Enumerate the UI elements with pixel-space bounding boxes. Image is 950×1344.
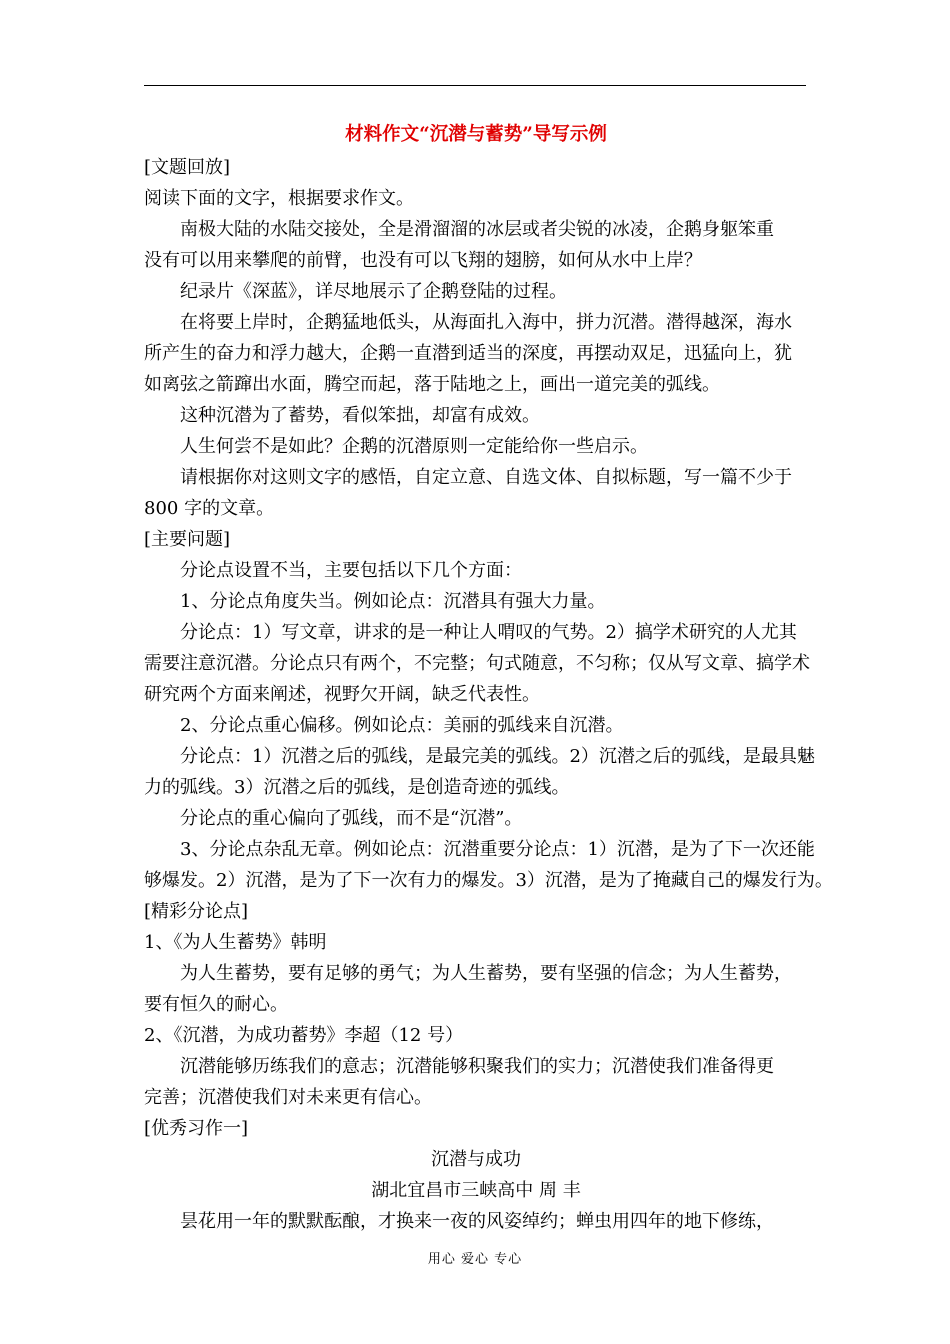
document-lines <box>144 152 833 1237</box>
text-line: [优秀习作一] <box>144 1118 249 1139</box>
text-line: 1、分论点角度失当。例如论点：沉潜具有强大力量。 <box>180 591 606 612</box>
text-line: 2、分论点重心偏移。例如论点：美丽的弧线来自沉潜。 <box>180 715 624 736</box>
text-line: 如离弦之箭蹿出水面，腾空而起，落于陆地之上，画出一道完美的弧线。 <box>144 374 720 395</box>
text-line: [文题回放] <box>144 157 231 178</box>
text-line: [精彩分论点] <box>144 901 249 922</box>
text-line: 3、分论点杂乱无章。例如论点：沉潜重要分论点：1）沉潜，是为了下一次还能 <box>180 839 815 860</box>
text-line: 研究两个方面来阐述，视野欠开阔，缺乏代表性。 <box>144 684 540 705</box>
text-line: 分论点设置不当，主要包括以下几个方面： <box>180 560 522 581</box>
text-line: 南极大陆的水陆交接处，全是滑溜溜的冰层或者尖锐的冰凌，企鹅身躯笨重 <box>180 219 774 240</box>
document-title: 材料作文“沉潜与蓄势”导写示例 <box>345 124 607 145</box>
text-line: 分论点：1）沉潜之后的弧线，是最完美的弧线。2）沉潜之后的弧线，是最具魅 <box>180 746 815 767</box>
text-line: 阅读下面的文字，根据要求作文。 <box>144 188 414 209</box>
text-line: 人生何尝不是如此？企鹅的沉潜原则一定能给你一些启示。 <box>180 436 648 457</box>
text-line: 所产生的奋力和浮力越大，企鹅一直潜到适当的深度，再摆动双足，迅猛向上，犹 <box>144 343 792 364</box>
header-rule <box>144 85 806 86</box>
text-line: 力的弧线。3）沉潜之后的弧线，是创造奇迹的弧线。 <box>144 777 570 798</box>
page-footer: 用心 爱心 专心 <box>427 1252 523 1267</box>
text-line: 沉潜与成功 <box>431 1149 521 1170</box>
text-line: 完善；沉潜使我们对未来更有信心。 <box>144 1087 432 1108</box>
text-line: 分论点的重心偏向了弧线，而不是“沉潜”。 <box>180 808 523 829</box>
text-line: [主要问题] <box>144 529 231 550</box>
text-line: 湖北宜昌市三峡高中 周 丰 <box>371 1180 581 1201</box>
text-line: 这种沉潜为了蓄势，看似笨拙，却富有成效。 <box>180 405 540 426</box>
text-line: 够爆发。2）沉潜，是为了下一次有力的爆发。3）沉潜，是为了掩藏自己的爆发行为。 <box>144 870 833 891</box>
document-body <box>144 118 833 1237</box>
text-line: 昙花用一年的默默酝酿，才换来一夜的风姿绰约；蝉虫用四年的地下修练， <box>180 1211 774 1232</box>
text-line: 沉潜能够历练我们的意志；沉潜能够积聚我们的实力；沉潜使我们准备得更 <box>180 1056 774 1077</box>
text-line: 请根据你对这则文字的感悟，自定立意、自选文体、自拟标题，写一篇不少于 <box>180 467 792 488</box>
text-line: 纪录片《深蓝》，详尽地展示了企鹅登陆的过程。 <box>180 281 567 302</box>
text-line: 2、《沉潜，为成功蓄势》李超（12 号） <box>144 1025 464 1046</box>
text-line: 需要注意沉潜。分论点只有两个，不完整；句式随意，不匀称；仅从写文章、搞学术 <box>144 653 810 674</box>
text-line: 800 字的文章。 <box>144 498 275 519</box>
text-line: 要有恒久的耐心。 <box>144 994 288 1015</box>
text-line: 没有可以用来攀爬的前臂，也没有可以飞翔的翅膀，如何从水中上岸？ <box>144 250 702 271</box>
text-line: 1、《为人生蓄势》韩明 <box>144 932 327 953</box>
text-line: 为人生蓄势，要有足够的勇气；为人生蓄势，要有坚强的信念；为人生蓄势， <box>180 963 792 984</box>
text-line: 分论点：1）写文章，讲求的是一种让人喟叹的气势。2）搞学术研究的人尤其 <box>180 622 797 643</box>
text-line: 在将要上岸时，企鹅猛地低头，从海面扎入海中，拼力沉潜。潜得越深，海水 <box>180 312 792 333</box>
